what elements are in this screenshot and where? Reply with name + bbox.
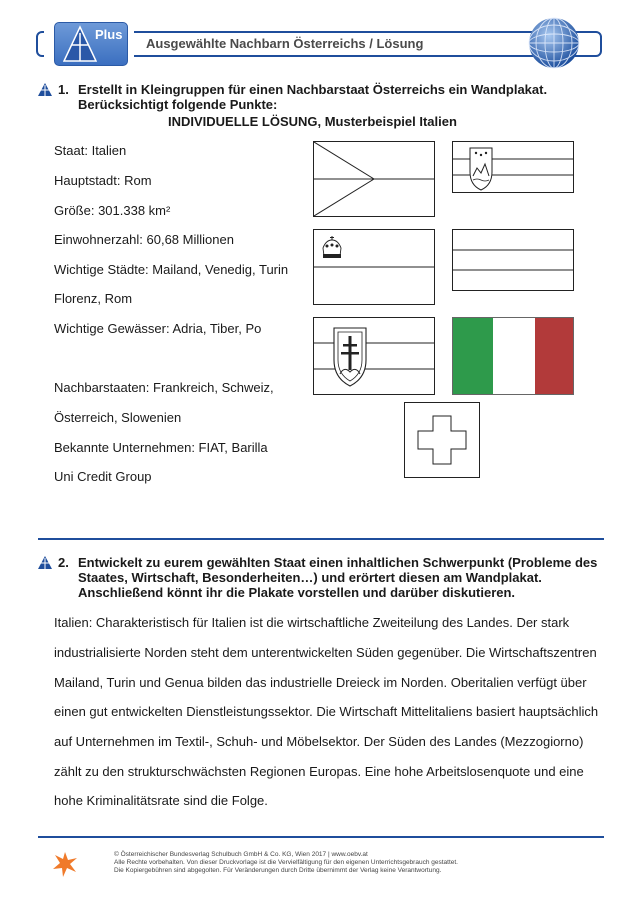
task-2-line-2: Staates, Wirtschaft, Besonderheiten…) und erörtert diesen am Wandplakat. [78,570,542,585]
fact-companies-cont: Uni Credit Group [54,469,152,484]
italy-flag [452,317,574,395]
answer-line: auf Unternehmen im Textil-, Schuh- und Möbelsektor. Der Süden des Landes (Mezzogiorno) [54,734,584,749]
task-1-line-1: Erstellt in Kleingruppen für einen Nachbarstaat Österreichs ein Wandplakat. [78,82,548,97]
crown-icon [323,236,341,258]
fact-state: Staat: Italien [54,143,127,158]
footer-divider [38,836,604,838]
slovakia-coat-of-arms-icon [334,328,366,386]
answer-line: industrialisierte Norden steht dem unterentwickelten Süden gegenüber. Die Wirtschaftszentren [54,645,597,660]
page-title: Ausgewählte Nachbarn Österreichs / Lösung [146,36,424,51]
task-2-line-3: Anschließend könnt ihr die Plakate vorstellen und darüber diskutieren. [78,585,516,600]
switzerland-flag [404,402,480,478]
fact-neighbours-cont: Österreich, Slowenien [54,410,182,425]
fact-neighbours: Nachbarstaaten: Frankreich, Schweiz, [54,380,274,395]
slovenia-coat-of-arms-icon [470,148,492,190]
slovakia-flag [313,317,435,395]
solution-note: INDIVIDUELLE LÖSUNG, Musterbeispiel Italien [168,114,457,129]
footer-rights: Alle Rechte vorbehalten. Von dieser Druckvorlage ist die Vervielfältigung für den eigenen Unterrichtsgebrauch gestattet. [114,859,458,866]
slovenia-flag [452,141,574,193]
fact-population: Einwohnerzahl: 60,68 Millionen [54,232,234,247]
answer-line: hohe Kriminalitätsrate sind die Folge. [54,793,268,808]
task-2-line-1: Entwickelt zu eurem gewählten Staat einen inhaltlichen Schwerpunkt (Probleme des [78,555,598,570]
answer-line: einen gut entwickelten Dienstleistungssektor. Die Wirtschaft Mittelitaliens basiert hauptsächlich [54,704,599,719]
tricolour-flag [452,229,574,291]
publisher-logo-icon [50,849,80,879]
fact-waters: Wichtige Gewässer: Adria, Tiber, Po [54,321,262,336]
task-2-number: 2. [58,555,69,570]
task-1-number: 1. [58,82,69,97]
footer-disclaimer: Die Kopiergebühren sind abgegolten. Für Veränderungen durch Dritte übernimmt der Verlag keine Verantwortung. [114,867,442,874]
czech-flag [313,141,435,217]
fact-cities-cont: Florenz, Rom [54,291,133,306]
fact-area: Größe: 301.338 km² [54,203,171,218]
globe-icon [527,16,581,70]
triangle-bullet-icon [38,83,52,96]
triangle-logo-icon [63,25,97,63]
footer-copyright: © Österreichischer Bundesverlag Schulbuch GmbH & Co. KG, Wien 2017 | www.oebv.at [114,851,368,858]
italy-green-stripe [453,318,493,394]
answer-line: Italien: Charakteristisch für Italien ist die wirtschaftliche Zweiteilung des Landes. Der stark [54,615,570,630]
fact-companies: Bekannte Unternehmen: FIAT, Barilla [54,440,268,455]
italy-white-stripe [493,318,535,394]
plus-logo [54,22,128,66]
logo-label: Plus [95,27,123,42]
swiss-cross-icon [405,403,479,477]
fact-capital: Hauptstadt: Rom [54,173,152,188]
italy-red-stripe [535,318,574,394]
liechtenstein-flag [313,229,435,305]
triangle-bullet-icon [38,556,52,569]
fact-cities: Wichtige Städte: Mailand, Venedig, Turin [54,262,289,277]
answer-line: Mailand, Turin und Genua bilden das industrielle Dreieck im Norden. Oberitalien verfügt über [54,675,587,690]
answer-line: zählt zu den strukturschwächsten Regionen Europas. Eine hohe Arbeitslosenquote und eine [54,764,584,779]
task-1-line-2: Berücksichtigt folgende Punkte: [78,97,278,112]
section-divider [38,538,604,540]
